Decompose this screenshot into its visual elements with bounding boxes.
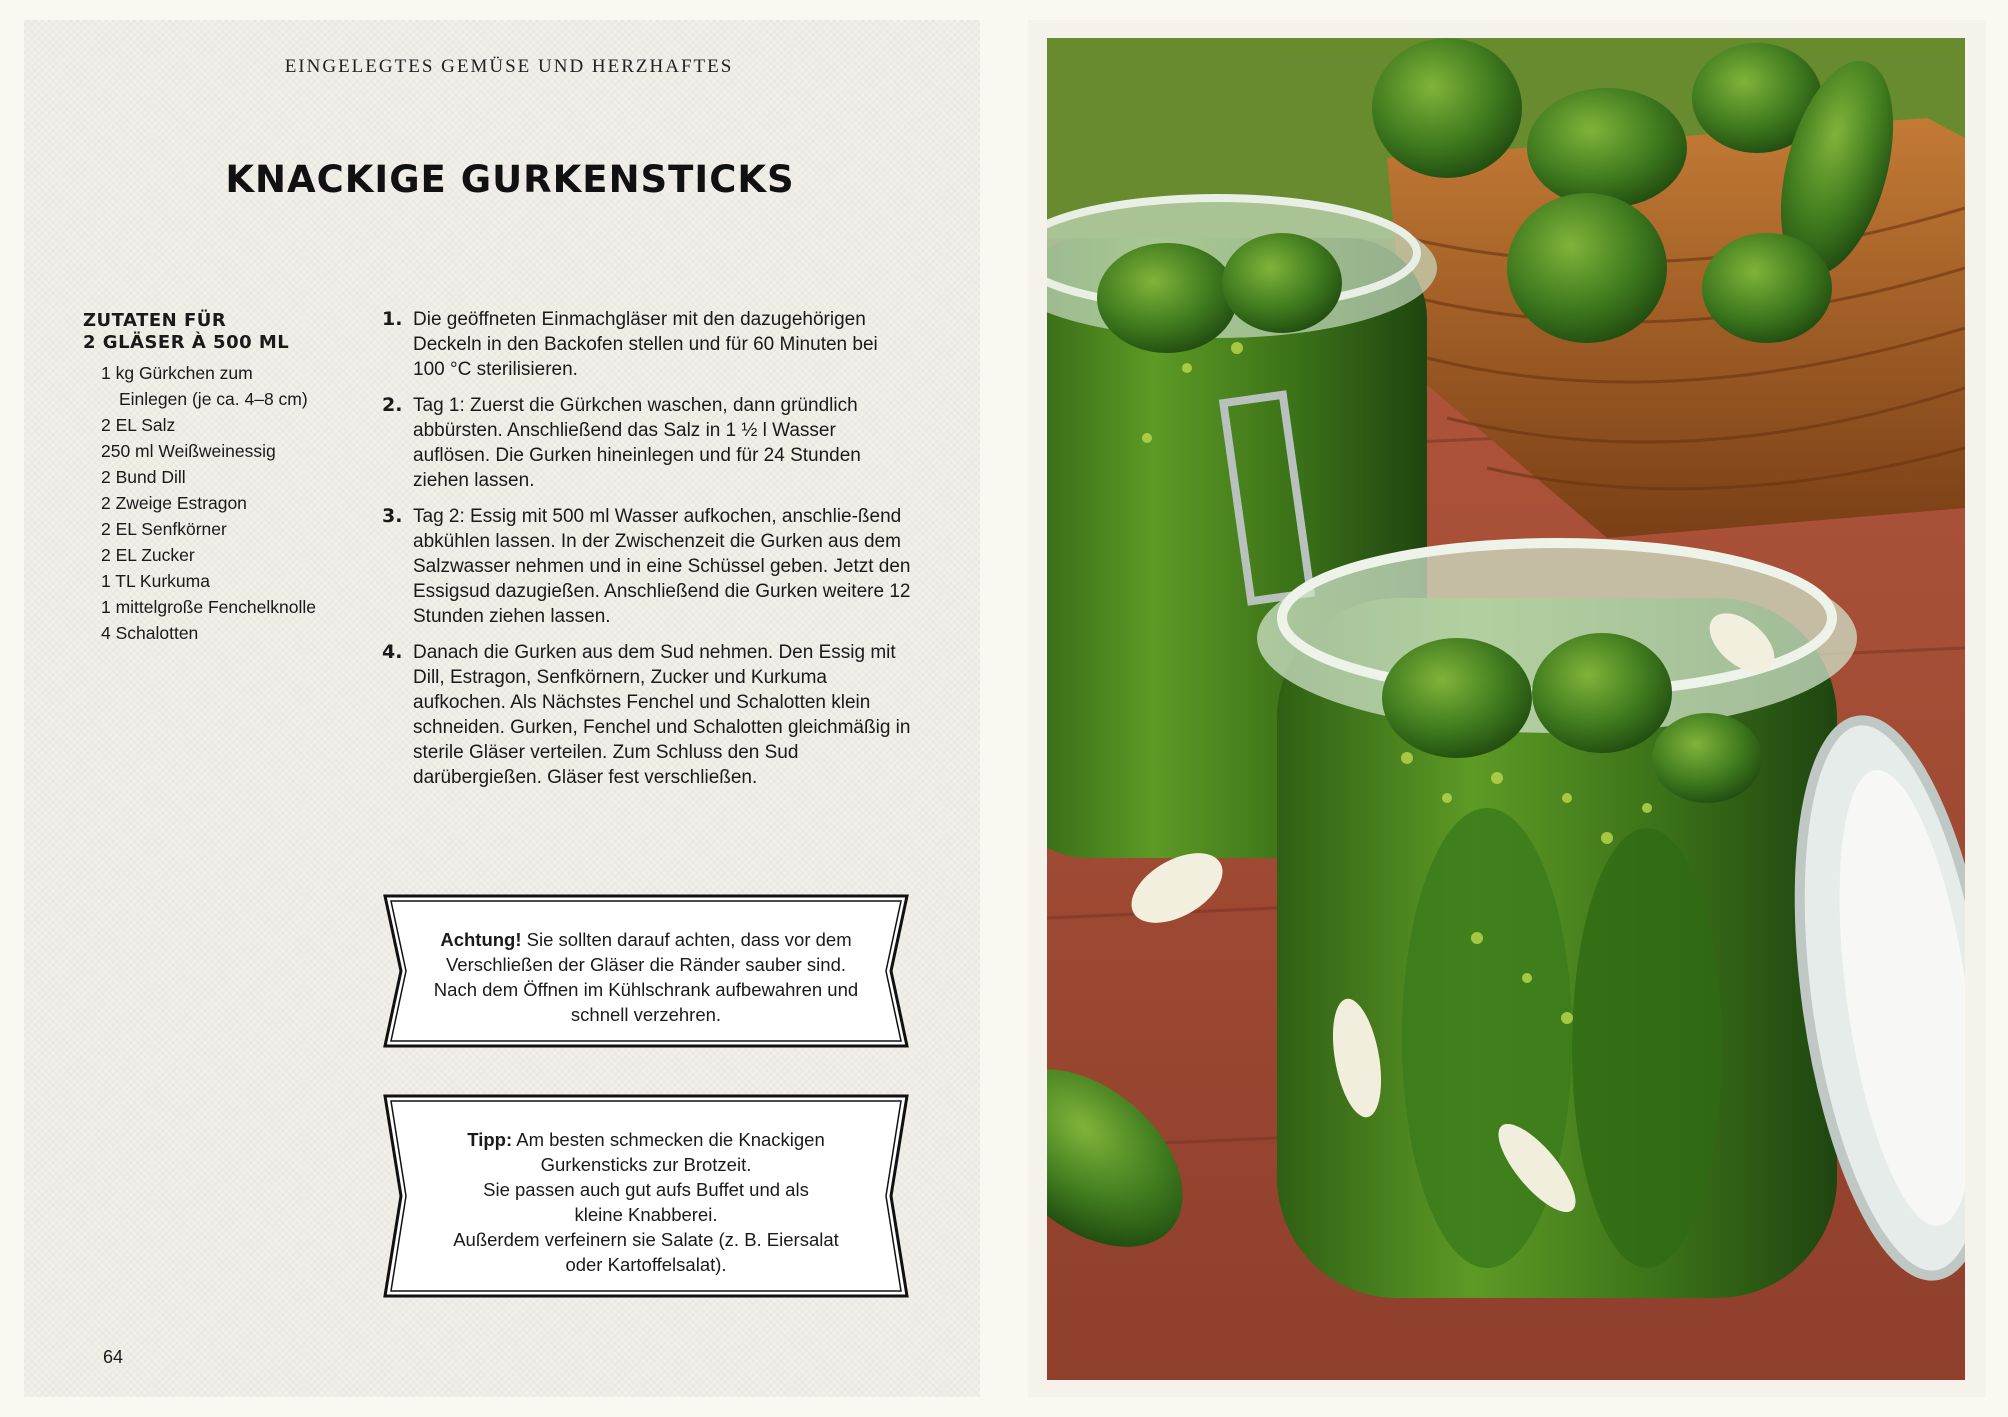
ingredient-item: 2 EL Senfkörner — [101, 519, 227, 539]
tip-note-banner — [383, 1093, 909, 1299]
instruction-step — [382, 640, 912, 790]
pickle-jars-illustration — [1047, 38, 1965, 1380]
step-text: Die geöffneten Einmachgläser mit den dazugehörigen Deckeln in den Backofen stellen und für 60 Minuten bei 100 °C sterilisieren. — [413, 309, 878, 380]
pickle-jars-photo — [1047, 38, 1965, 1380]
warning-note-banner — [383, 893, 909, 1049]
tip-line: Am besten schmecken die Knackigen — [512, 1129, 825, 1150]
step-text: Tag 2: Essig mit 500 ml Wasser aufkochen, anschlie-ßend abkühlen lassen. In der Zwischenzeit die Gurken aus dem Salzwasser nehmen und in eine Schüssel geben. Jetzt den Essigsud dazugießen. Anschließend die Gurken weitere 12 Stunden ziehen lassen. — [413, 506, 911, 627]
instruction-steps — [382, 307, 912, 801]
ingredients-panel — [83, 310, 363, 646]
recipe-title: KNACKIGE GURKENSTICKS — [225, 158, 795, 201]
ingredients-heading-line2: 2 GLÄSER À 500 ML — [83, 332, 290, 353]
ingredients-list — [83, 360, 363, 646]
instruction-step — [382, 307, 912, 382]
tip-label: Tipp: — [467, 1129, 513, 1150]
ingredient-item: 2 EL Zucker — [101, 545, 195, 565]
warning-note-text — [423, 927, 869, 1027]
ingredient-text: 1 kg Gürkchen zum — [101, 363, 253, 383]
warning-body: Sie sollten darauf achten, dass vor dem Verschließen der Gläser die Ränder sauber sind. Nach dem Öffnen im Kühlschrank aufbewahren und schnell verzehren. — [433, 929, 859, 1025]
ingredient-item — [101, 360, 363, 412]
step-number: 2. — [382, 394, 403, 416]
ingredient-item: 1 mittelgroße Fenchelknolle — [101, 597, 316, 617]
ingredients-heading-line1: ZUTATEN FÜR — [83, 310, 227, 331]
step-number: 3. — [382, 505, 403, 527]
ingredient-item: 4 Schalotten — [101, 623, 199, 643]
ingredient-item: 2 Bund Dill — [101, 467, 186, 487]
tip-line: kleine Knabberei. — [574, 1204, 718, 1225]
ingredient-item: 2 EL Salz — [101, 415, 176, 435]
section-header: EINGELEGTES GEMÜSE UND HERZHAFTES — [284, 56, 734, 77]
tip-line: Außerdem verfeinern sie Salate (z. B. Eiersalat — [453, 1229, 839, 1250]
step-number: 4. — [382, 641, 403, 663]
instruction-step — [382, 504, 912, 629]
ingredient-item: 2 Zweige Estragon — [101, 493, 247, 513]
ingredient-item: 1 TL Kurkuma — [101, 571, 210, 591]
instruction-step — [382, 393, 912, 493]
step-text: Danach die Gurken aus dem Sud nehmen. Den Essig mit Dill, Estragon, Senfkörnern, Zucker und Kurkuma aufkochen. Als Nächstes Fenchel und Schalotten klein schneiden. Gurken, Fenchel und Schalotten gleichmäßig in sterile Gläser verteilen. Zum Schluss den Sud darübergießen. Gläser fest verschließen. — [413, 642, 911, 788]
warning-label: Achtung! — [440, 929, 522, 950]
tip-line: Sie passen auch gut aufs Buffet und als — [483, 1179, 809, 1200]
tip-line: oder Kartoffelsalat). — [565, 1254, 727, 1275]
ingredients-heading — [83, 310, 363, 354]
ingredient-text-continued: Einlegen (je ca. 4–8 cm) — [119, 389, 308, 409]
tip-line: Gurkensticks zur Brotzeit. — [540, 1154, 752, 1175]
step-text: Tag 1: Zuerst die Gürkchen waschen, dann gründlich abbürsten. Anschließend das Salz in 1 ½ l Wasser auflösen. Die Gurken hineinlegen und für 24 Stunden ziehen lassen. — [413, 395, 861, 491]
ingredient-item: 250 ml Weißweinessig — [101, 441, 276, 461]
tip-note-text — [423, 1127, 869, 1277]
page-number: 64 — [103, 1347, 124, 1367]
step-number: 1. — [382, 308, 403, 330]
